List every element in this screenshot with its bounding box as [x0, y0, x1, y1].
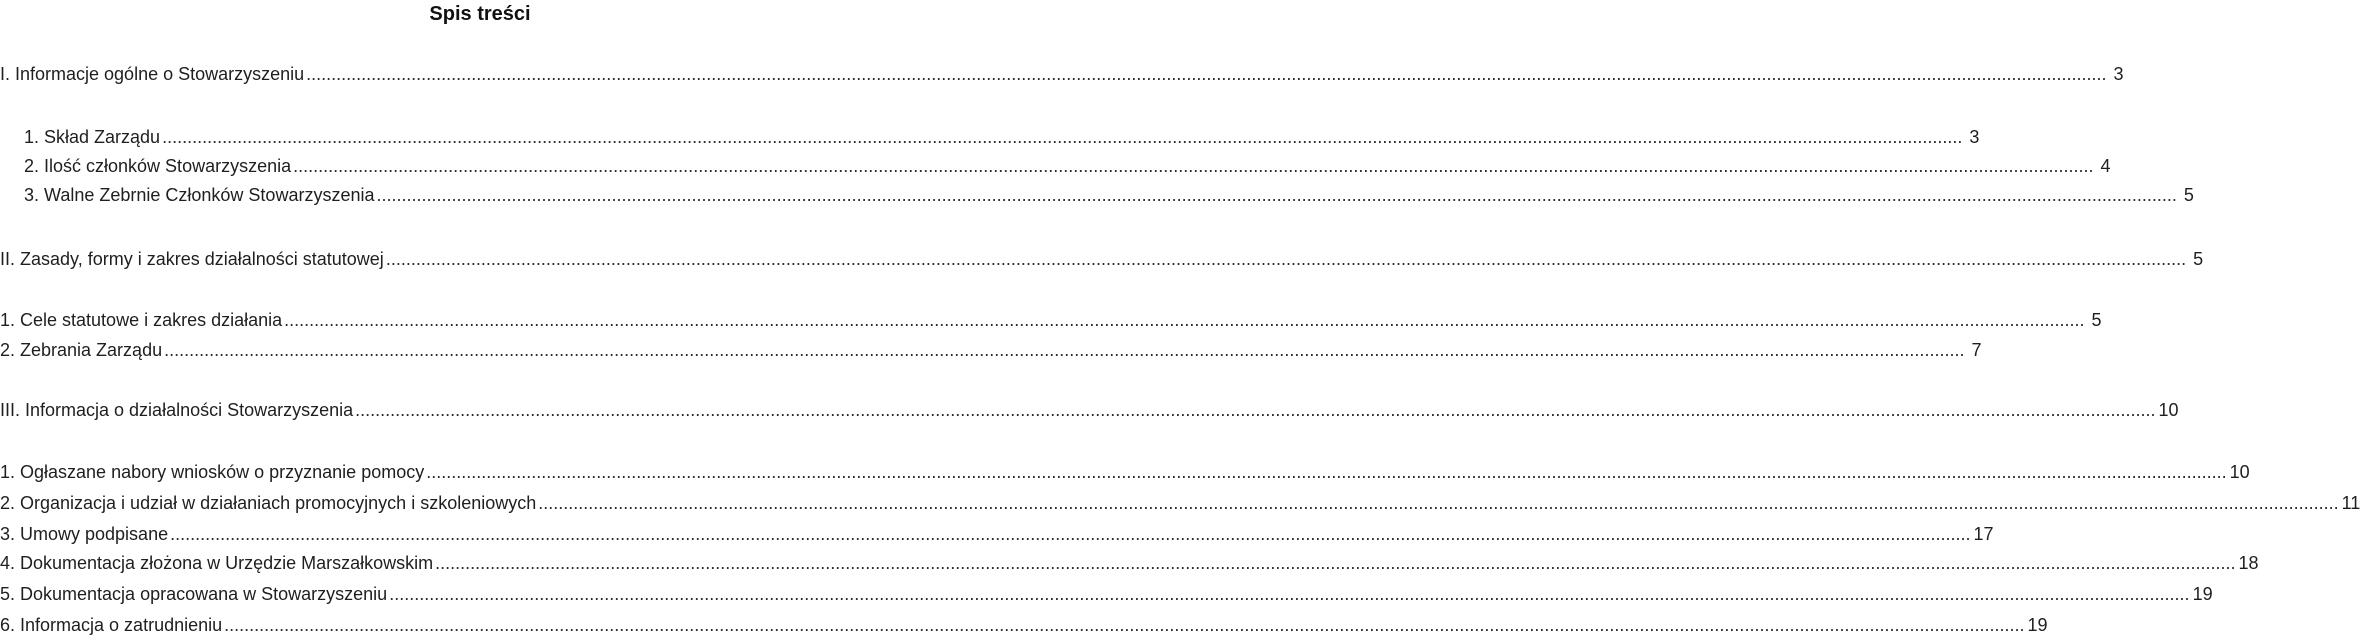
- toc-label: 3. Walne Zebrnie Członków Stowarzyszenia: [24, 185, 375, 205]
- toc-leader: [224, 613, 2024, 637]
- toc-label: II. Zasady, formy i zakres działalności statutowej: [0, 249, 384, 269]
- toc-item-3-4[interactable]: [0, 551, 2259, 575]
- toc-page-number: 5: [2183, 185, 2194, 205]
- toc-label: I. Informacje ogólne o Stowarzyszeniu: [0, 64, 305, 84]
- toc-label: 4. Dokumentacja złożona w Urzędzie Marszałkowskim: [0, 553, 434, 573]
- toc-leader: [426, 460, 2226, 484]
- toc-leader: [284, 308, 2084, 332]
- page-title: Spis treści: [429, 3, 531, 25]
- toc-leader: [293, 154, 2093, 178]
- toc-leader: [538, 491, 2338, 515]
- toc-section-3[interactable]: [0, 398, 2179, 422]
- toc-item-3-6[interactable]: [0, 613, 2048, 637]
- toc-label: 2. Organizacja i udział w działaniach promocyjnych i szkoleniowych: [0, 493, 537, 513]
- toc-item-2-2[interactable]: [0, 338, 1982, 362]
- toc-leader: [386, 247, 2186, 271]
- toc-item-3-1[interactable]: [0, 460, 2250, 484]
- toc-item-3-5[interactable]: [0, 582, 2213, 606]
- toc-page-number: 3: [2113, 64, 2124, 84]
- toc-label: 2. Zebrania Zarządu: [0, 340, 163, 360]
- toc-page-number: 7: [1971, 340, 1982, 360]
- toc-page-number: 10: [2229, 462, 2250, 482]
- toc-label: 1. Ogłaszane nabory wniosków o przyznanie pomocy: [0, 462, 425, 482]
- toc-page-number: 17: [1973, 524, 1994, 544]
- toc-label: 6. Informacja o zatrudnieniu: [0, 615, 223, 635]
- toc-item-3-2[interactable]: [0, 491, 2360, 515]
- toc-section-1[interactable]: [0, 62, 2124, 86]
- toc-item-3-3[interactable]: [0, 522, 1994, 546]
- toc-label: 1. Skład Zarządu: [24, 127, 161, 147]
- toc-label: 3. Umowy podpisane: [0, 524, 169, 544]
- toc-label: 5. Dokumentacja opracowana w Stowarzyszeniu: [0, 584, 388, 604]
- toc-page-number: 19: [2027, 615, 2048, 635]
- toc-page-number: 19: [2192, 584, 2213, 604]
- toc-item-2-1[interactable]: [0, 308, 2102, 332]
- toc-leader: [306, 62, 2106, 86]
- toc-leader: [435, 551, 2235, 575]
- toc-leader: [164, 338, 1964, 362]
- toc-label: 2. Ilość członków Stowarzyszenia: [24, 156, 292, 176]
- toc-page-number: 11: [2341, 493, 2360, 513]
- toc-item-1-1[interactable]: [24, 125, 1980, 149]
- toc-page-number: 3: [1969, 127, 1980, 147]
- toc-item-1-3[interactable]: [24, 183, 2194, 207]
- toc-page-number: 10: [2158, 400, 2179, 420]
- toc-leader: [389, 582, 2189, 606]
- toc-label: 1. Cele statutowe i zakres działania: [0, 310, 283, 330]
- toc-page-number: 4: [2100, 156, 2111, 176]
- toc-leader: [170, 522, 1970, 546]
- toc-leader: [376, 183, 2176, 207]
- toc-leader: [355, 398, 2155, 422]
- toc-section-2[interactable]: [0, 247, 2204, 271]
- toc-label: III. Informacja o działalności Stowarzyszenia: [0, 400, 354, 420]
- toc-page-number: 5: [2193, 249, 2204, 269]
- toc-page-number: 5: [2091, 310, 2102, 330]
- toc-page-number: 18: [2238, 553, 2259, 573]
- toc-leader: [162, 125, 1962, 149]
- toc-item-1-2[interactable]: [24, 154, 2111, 178]
